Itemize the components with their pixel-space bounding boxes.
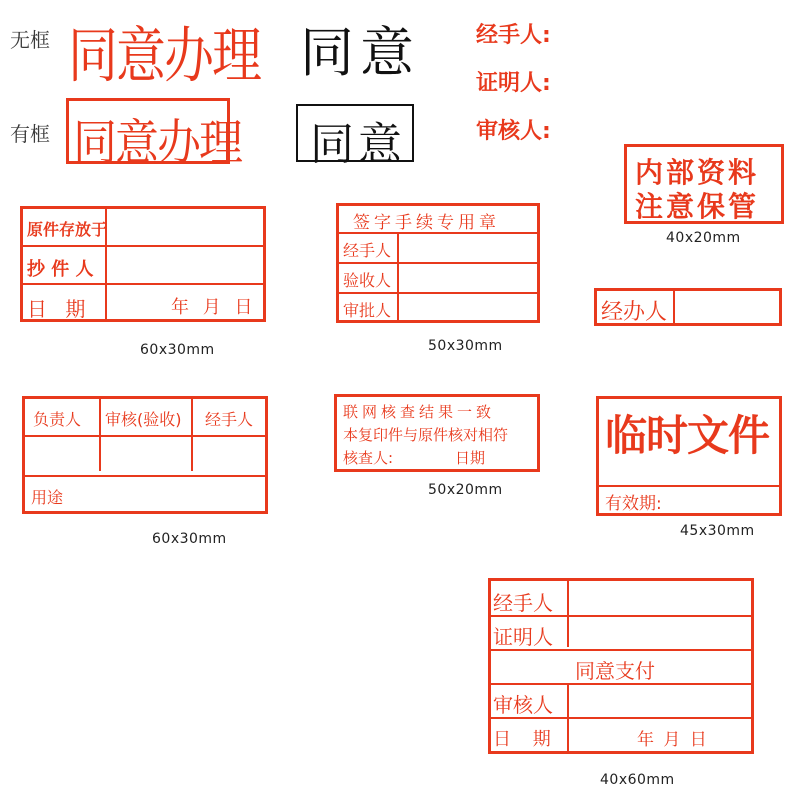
handler-label: 经办人	[601, 300, 668, 325]
sign-row-3: 审批人	[343, 301, 392, 320]
resp-usage-label: 用途	[31, 488, 64, 507]
temp-validity-label: 有效期:	[605, 494, 662, 514]
stamp-tongyi-banli-unframed: 同意办理	[68, 21, 260, 91]
verify-line-3-right: 日期	[455, 449, 486, 467]
pay-center-text: 同意支付	[575, 659, 655, 683]
pay-row-2: 证明人	[493, 625, 553, 649]
original-row1-label: 原件存放于	[27, 220, 108, 239]
verify-line-2: 本复印件与原件核对相符	[343, 426, 509, 444]
no-frame-label: 无框	[10, 28, 50, 52]
sign-row-1: 经手人	[343, 241, 392, 260]
stamp-tongyi-banli-framed	[66, 98, 241, 172]
internal-size-label: 40x20mm	[666, 230, 741, 246]
signer-label-2: 证明人:	[476, 71, 551, 96]
stamp-tongyi-black-unframed: 同意	[300, 21, 420, 84]
original-size-label: 60x30mm	[140, 342, 215, 358]
verify-size-label: 50x20mm	[428, 482, 503, 498]
resp-size-label: 60x30mm	[152, 531, 227, 547]
signer-label-3: 审核人:	[476, 119, 551, 144]
resp-header-3: 经手人	[205, 410, 254, 429]
stamp-internal-info	[624, 144, 784, 224]
resp-header-2: 审核(验收)	[105, 410, 182, 429]
original-row3-date: 年 月 日	[171, 297, 257, 318]
stamp-handler	[594, 288, 782, 326]
stamp-tongyi-black-text: 同意	[310, 119, 406, 170]
stamp-responsibility	[22, 396, 268, 514]
pay-row-1: 经手人	[493, 591, 553, 615]
with-frame-label: 有框	[10, 122, 50, 146]
sign-size-label: 50x30mm	[428, 338, 503, 354]
internal-line-2: 注意保管	[635, 190, 760, 223]
pay-row-4: 审核人	[493, 693, 553, 717]
signer-label-1: 经手人:	[476, 23, 551, 48]
pay-row-5-date: 年 月 日	[637, 730, 709, 750]
temp-size-label: 45x30mm	[680, 523, 755, 539]
pay-row-5-label: 日 期	[493, 729, 559, 750]
resp-header-1: 负责人	[33, 410, 82, 429]
stamp-tongyi-banli-text: 同意办理	[73, 115, 241, 172]
sign-title: 签字手续专用章	[353, 213, 500, 233]
original-row2-label: 抄 件 人	[27, 259, 94, 280]
pay-size-label: 40x60mm	[600, 772, 675, 788]
stamp-original-doc	[20, 206, 266, 322]
sign-row-2: 验收人	[343, 271, 392, 290]
internal-line-1: 内部资料	[635, 156, 760, 189]
original-row3-label: 日 期	[27, 297, 92, 321]
stamp-verification	[334, 394, 540, 472]
temp-title: 临时文件	[605, 411, 770, 460]
verify-line-1: 联网核查结果一致	[343, 403, 496, 421]
stamp-signature-procedure	[336, 203, 540, 323]
verify-line-3-left: 核查人:	[343, 449, 394, 467]
stamp-payment	[488, 578, 754, 754]
stamp-temporary	[596, 396, 782, 516]
stamp-tongyi-black-framed	[296, 104, 414, 170]
